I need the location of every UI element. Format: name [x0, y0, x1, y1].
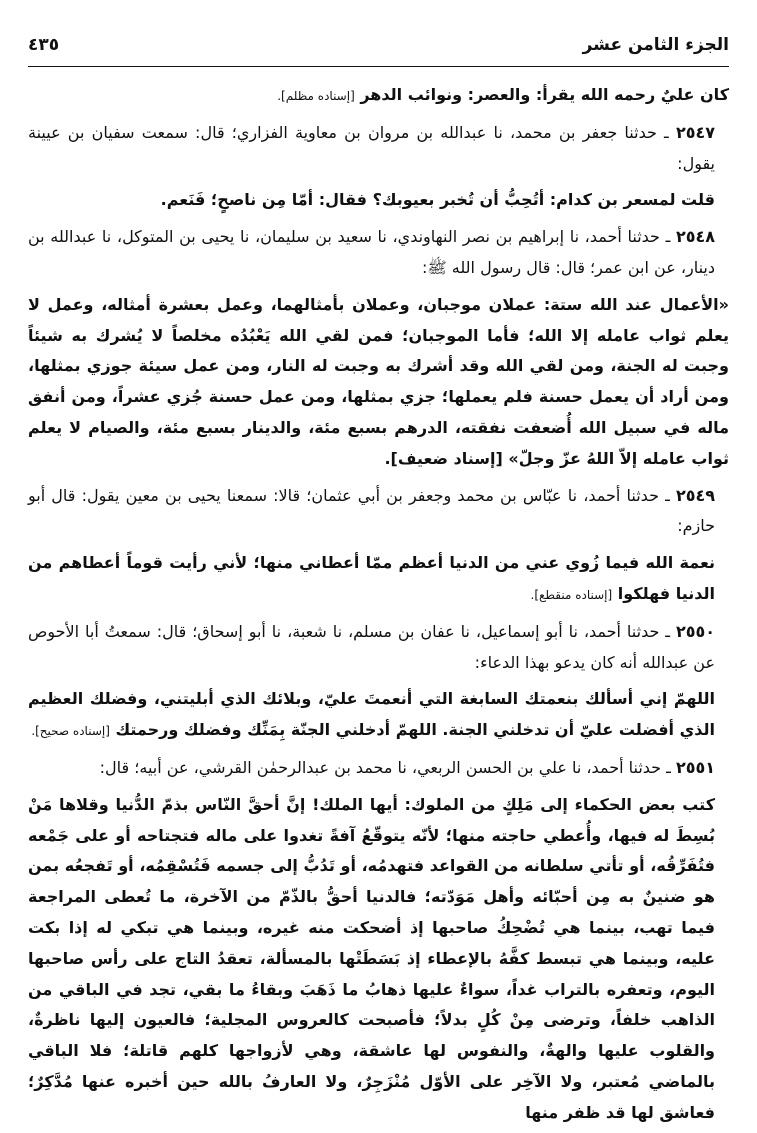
page-number: ٤٣٥ [28, 35, 60, 55]
narration-paragraph [28, 183, 729, 220]
hadith-text-paragraph [28, 288, 729, 479]
supplication-paragraph [28, 682, 729, 751]
running-title: الجزء الثامن عشر [582, 35, 729, 55]
book-page [28, 0, 729, 1122]
narration-text: قلت لمسعر بن كدام: أتُحِبُّ أن تُخبر بعيوبك؟ فقال: أمّا مِن ناصحٍ؛ فَنَعم. [160, 190, 715, 210]
isnad-paragraph [28, 220, 729, 288]
isnad-paragraph [28, 615, 729, 683]
page-header [28, 30, 729, 60]
isnad-paragraph [28, 479, 729, 547]
isnad-text: ـ حدثنا أحمد، نا علي بن الحسن الربعي، نا محمد بن عبدالرحمٰن القرشي، عن أبيه؛ قال: [99, 757, 676, 777]
isnad-grade-note: [إسناده صحيح]. [31, 724, 110, 739]
hadith-number: ٢٥٤٧ [675, 122, 715, 142]
isnad-grade-note: [إسناده مظلم]. [277, 89, 355, 103]
narration-paragraph [28, 546, 729, 615]
isnad-paragraph [28, 751, 729, 788]
hadith-number: ٢٥٥١ [675, 757, 715, 777]
isnad-text: ـ حدثنا أحمد، نا أبو إسماعيل، نا عفان بن مسلم، نا شعبة، نا أبو إسحاق؛ قال: سمعتُ أبا الأحوص عن عبدالله أنه كان يدعو بهذا الدعاء: [28, 621, 715, 672]
narration-text: نعمة الله فيما زُوي عني من الدنيا أعظم ممّا أعطاني منها؛ لأني رأيت قوماً أعطاهم من الدنيا فهلكوا [28, 553, 715, 603]
isnad-text: ـ حدثنا أحمد، نا عبّاس بن محمد وجعفر بن أبي عثمان؛ قالا: سمعنا يحيى بن معين يقول: قال أبو حازم: [28, 485, 715, 536]
letter-paragraph [28, 788, 729, 1133]
page-body [28, 78, 729, 1133]
narration-paragraph [28, 78, 729, 116]
narration-text: كان عليٌ رحمه الله يقرأ: والعصر: ونوائب الدهر [360, 85, 729, 104]
isnad-text: ـ حدثنا أحمد، نا إبراهيم بن نصر النهاوندي، نا سعيد بن سليمان، نا يحيى بن المتوكل، نا عبدالله بن دينار، عن ابن عمر؛ قال: قال رسول الله ﷺ: [28, 227, 715, 277]
letter-text: كتب بعض الحكماء إلى مَلِكٍ من الملوك: أيها الملك! إنَّ أحقَّ النّاس بذمّ الدُّنيا وقلاها مَنْ بُسِطَ له فيها، وأُعطي حاجته منها؛ لأنّه يتوقّعُ آفةً تغدوا على ماله فتجتاحه أو على جَمْعه فتُفَرِّقُه، أو تأتي سلطانه من القواعد فتهدمُه، أو تَدُبُّ إلى جسمه فَتُسْقِمُه، أو تَفجعُه بمن هو ضنينٌ به مِن أحبّائه وأهل مَوَدّته؛ فالدنيا أحقُّ بالذّمّ من الآخرة، ما تُعطى المراجعة فيما تهب، بينما هي تُضْحِكُ صاحبها إذ أضحكت منه غيره، وبينما هي تبكي له إذا بكت عليه، وبينما هي تبسط كفَّهُ بالإعطاء إذ بَسَطَتْها بالمسألة، تعقدُ التاج على رأس صاحبها اليوم، وتعفره بالتراب غداً، سواءٌ عليها ذهابُ ما ذَهَبَ وبقاءُ ما بقي، تجد في الباقي من الذاهب خلفاً، وترضى مِنْ كُلٍ بدلاً؛ فأصبحت كالعروس المجلية؛ فالعيون إليها ناظرةٌ، والقلوب عليها والهةٌ، والنفوس لها عاشقة، وهي لأزواجها كلهم قاتلة؛ فلا الباقي بالماضي مُعتبر، ولا الآخِر على الأوّل مُنْزَجِرٌ، ولا العارفُ بالله حين أخبره عنها مُدَّكِرٌ؛ فعاشق لها قد ظفر منها [28, 794, 715, 1122]
hadith-number: ٢٥٤٨ [675, 227, 715, 247]
hadith-number: ٢٥٤٩ [675, 485, 715, 505]
isnad-paragraph [28, 116, 729, 184]
supplication-text: اللهمّ إني أسألك بنعمتك السابغة التي أنعمتَ عليّ، وبلائك الذي أبليتني، وفضلك العظيم الذي أفضلت عليّ أن تدخلني الجنة. اللهمّ أدخلني الجنّة بِمَنِّك وفضلك ورحمتك [28, 689, 715, 740]
header-rule [28, 66, 729, 67]
isnad-grade-note: [إسناده منقطع]. [530, 587, 613, 602]
isnad-text: ـ حدثنا جعفر بن محمد، نا عبدالله بن مروان بن معاوية الفزاري؛ قال: سمعت سفيان بن عيينة يقول: [28, 122, 715, 173]
hadith-text: «الأعمال عند الله ستة: عملان موجبان، وعملان بأمثالهما، وعمل بعشرة أمثاله، وعمل لا يعلم ثواب عامله إلا الله؛ فأما الموجبان؛ فمن لقي الله يَعْبُدُه مخلصاً لا يُشرك به شيئاً وجبت له الجنة، ومن لقي الله وقد أشرك به وجبت له النار، ومن عمل سيئة جوزي بمثلها، ومن أراد أن يعمل حسنة فلم يعملها؛ جزي بمثلها، ومن عمل حسنة جُزي عشراً، ومن أنفق ماله في سبيل الله أُضعفت نفقته، الدرهم بسبع مئة، والدينار بسبع مئة، والصيام لا يعلم ثواب عامله إلاّ اللهُ عزّ وجلّ» [إسناد ضعيف]. [28, 294, 729, 468]
hadith-number: ٢٥٥٠ [675, 621, 715, 641]
